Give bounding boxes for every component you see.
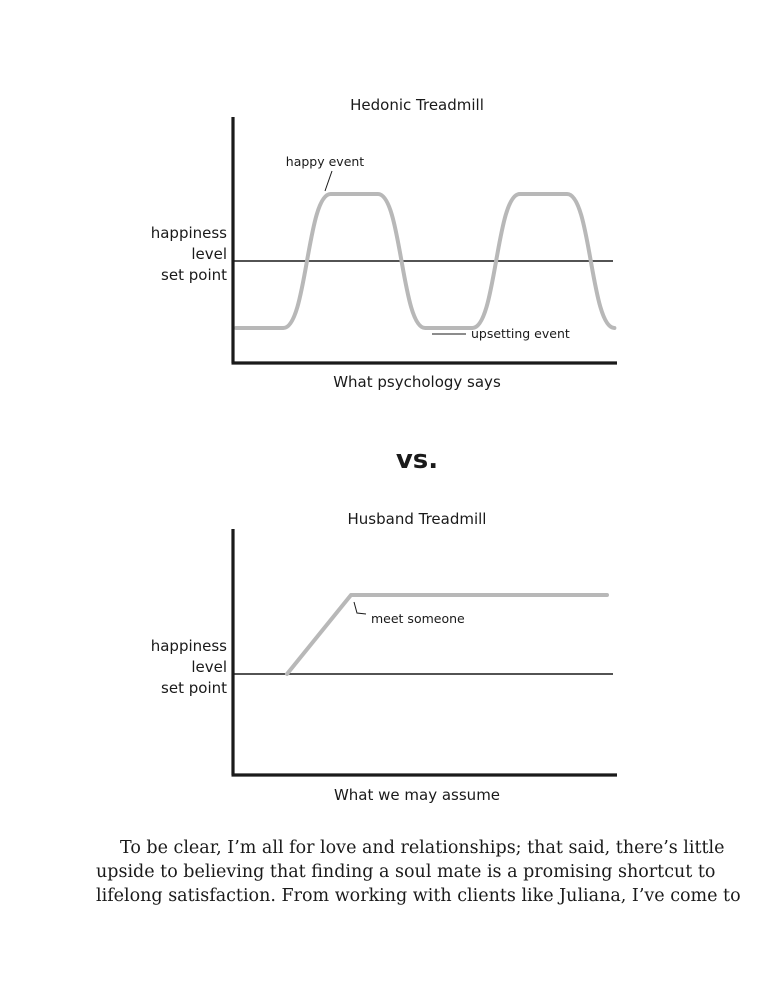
- y-axis-label-line-2: level: [191, 658, 227, 676]
- meet-someone-leader: [354, 602, 366, 614]
- meet-someone-annotation: meet someone: [371, 611, 465, 626]
- y-axis-label-line-1: happiness: [150, 637, 227, 655]
- body-paragraph: [96, 836, 741, 908]
- x-axis-label: What psychology says: [333, 373, 501, 391]
- y-axis-label-line-3: set point: [161, 266, 227, 284]
- x-axis-label: What we may assume: [333, 786, 501, 804]
- y-axis-label-line-2: level: [191, 245, 227, 263]
- chart-title: Husband Treadmill: [347, 510, 487, 528]
- vs-separator: vs.: [395, 445, 439, 475]
- happy-event-leader: [325, 171, 332, 191]
- y-axis-label-line-1: happiness: [150, 224, 227, 242]
- hedonic-treadmill-chart: [151, 96, 617, 391]
- husband-treadmill-chart: [151, 510, 617, 804]
- happiness-curve: [287, 595, 607, 674]
- chart-title: Hedonic Treadmill: [350, 96, 484, 114]
- happy-event-annotation: happy event: [285, 154, 365, 169]
- body-line: lifelong satisfaction. From working with clients like Juliana, I’ve come to: [96, 886, 741, 906]
- upsetting-event-annotation: upsetting event: [471, 326, 570, 341]
- body-line: To be clear, I’m all for love and relationships; that said, there’s little: [120, 838, 725, 858]
- body-line: upside to believing that finding a soul mate is a promising shortcut to: [96, 862, 716, 882]
- y-axis-label-line-3: set point: [161, 679, 227, 697]
